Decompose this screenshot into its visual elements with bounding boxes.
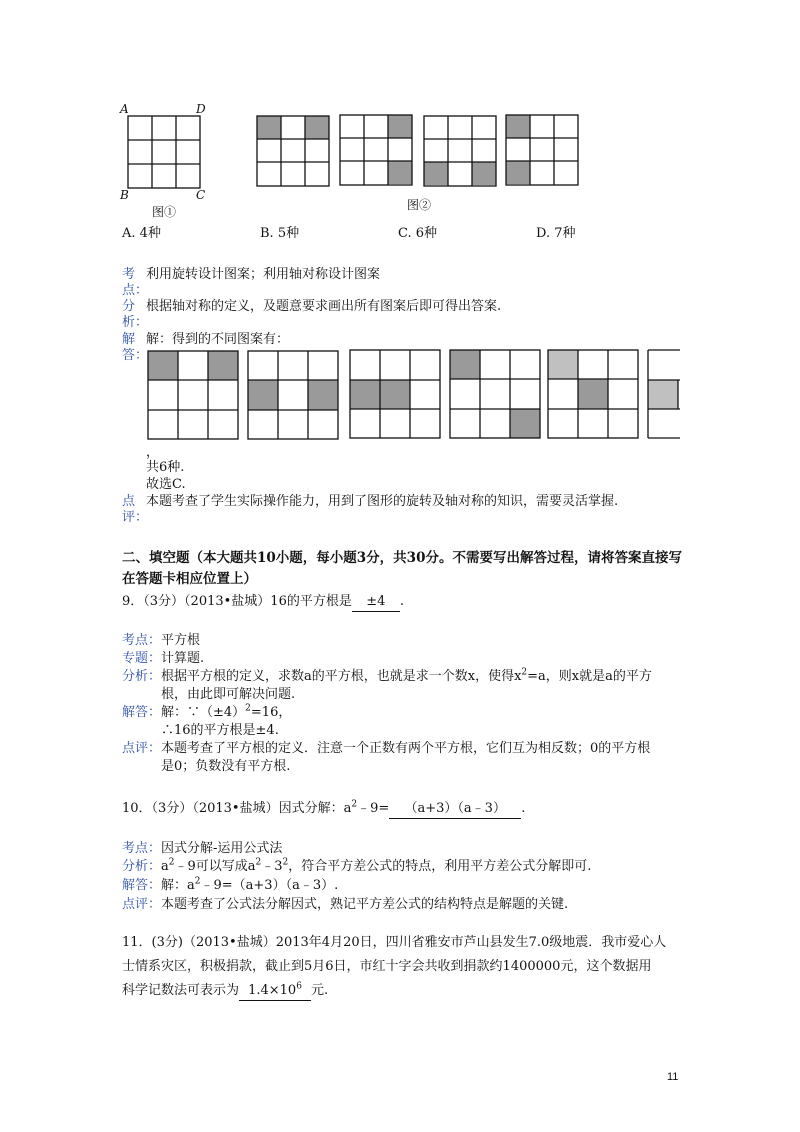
option-a: A. 4种 xyxy=(122,226,161,241)
q8-kaodian-label-2: 点： xyxy=(122,283,149,298)
figure-2-caption: 图② xyxy=(407,198,432,212)
figure-1-caption: 图① xyxy=(152,205,177,219)
option-b: B. 5种 xyxy=(260,226,300,241)
figure-2-pattern-1 xyxy=(257,116,329,186)
figure-2-pattern-4 xyxy=(506,115,578,185)
corner-label-b: B xyxy=(120,188,129,202)
q9-jieda-line-2: ∴16的平方根是±4. xyxy=(161,723,279,738)
q9-fenxi-line-1: 根据平方根的定义，求数a的平方根，也就是求一个数x，使得$x^2=a$，则x就是a的平方 xyxy=(161,667,652,684)
answer-pattern-6-partial xyxy=(648,350,680,438)
q10-kaodian-text: 因式分解-运用公式法 xyxy=(161,841,283,856)
q8-kaodian-label-1: 考 xyxy=(122,267,136,282)
q10-dianping-label: 点评： xyxy=(122,897,162,912)
q8-fenxi-label-2: 析： xyxy=(122,315,149,330)
q9-jieda-line-1: 解：$\because(\pm 4)^2=16$， xyxy=(161,703,292,720)
q9-jieda-label: 解答： xyxy=(122,705,162,720)
figure-2-pattern-3 xyxy=(424,116,496,186)
q9-dianping-line-2: 是0；负数没有平方根. xyxy=(161,759,291,774)
figure-2-pattern-2 xyxy=(340,115,412,185)
q8-dianping-label-2: 评： xyxy=(122,510,149,525)
q11-line-3: 科学记数法可表示为 $1.4\times 10^6$ 元. xyxy=(122,982,328,1001)
q8-fenxi-label-1: 分 xyxy=(122,299,136,314)
answer-pattern-2 xyxy=(248,351,338,439)
q9-dianping-line-1: 本题考查了平方根的定义．注意一个正数有两个平方根，它们互为相反数；0的平方根 xyxy=(161,741,651,756)
q9-zhuanti-text: 计算题. xyxy=(161,651,205,666)
q10-fenxi-label: 分析： xyxy=(122,859,162,874)
answer-pattern-1 xyxy=(148,351,238,439)
q10-dianping-text: 本题考查了公式法分解因式，熟记平方差公式的结构特点是解题的关键. xyxy=(161,897,569,912)
answer-pattern-3 xyxy=(350,350,440,438)
q8-dianping-label-1: 点 xyxy=(122,494,136,509)
page-number: 11 xyxy=(667,1071,679,1083)
q8-dianping-text: 本题考查了学生实际操作能力，用到了图形的旋转及轴对称的知识，需要灵活掌握. xyxy=(146,494,619,509)
q9-fenxi-line-2: 根，由此即可解决问题. xyxy=(161,687,296,702)
corner-label-d: D xyxy=(196,102,206,116)
q9-stem: 9．（3分）（2013•盐城）16的平方根是 ±4 . xyxy=(122,593,404,612)
q11-line-1: 11．(3分)（2013•盐城）2013年4月20日，四川省雅安市芦山县发生7.0级地震．我市爱心人 xyxy=(122,935,667,950)
corner-label-a: A xyxy=(120,102,129,116)
q10-kaodian-label: 考点： xyxy=(122,841,162,856)
q10-jieda-text: 解：$a^2﹣9=(a+3)(a﹣3)$. xyxy=(161,876,339,893)
q8-kaodian-text: 利用旋转设计图案；利用轴对称设计图案 xyxy=(146,267,381,282)
q8-jieda-total: 共6种. xyxy=(146,460,185,475)
q8-jieda-label-2: 答： xyxy=(122,348,149,363)
q8-fenxi-text: 根据轴对称的定义，及题意要求画出所有图案后即可得出答案. xyxy=(146,299,502,314)
q9-fenxi-label: 分析： xyxy=(122,669,162,684)
q11-answer: $1.4\times 10^6$ xyxy=(239,982,311,1001)
section-2-heading-line-2: 在答题卡相应位置上） xyxy=(122,571,257,587)
figure-1-grid xyxy=(128,116,200,188)
q10-answer: （a+3）（a﹣3） xyxy=(389,800,521,819)
q8-jieda-choice: 故选C. xyxy=(146,477,186,492)
q9-zhuanti-label: 专题： xyxy=(122,651,162,666)
q9-answer: ±4 xyxy=(352,593,400,612)
option-c: C. 6种 xyxy=(398,226,438,241)
corner-label-c: C xyxy=(196,188,206,202)
answer-pattern-4 xyxy=(450,350,540,438)
q8-jieda-comma: ， xyxy=(146,445,160,460)
q9-kaodian-text: 平方根 xyxy=(161,633,201,648)
q9-dianping-label: 点评： xyxy=(122,741,162,756)
q9-kaodian-label: 考点： xyxy=(122,633,162,648)
option-d: D. 7种 xyxy=(536,226,576,241)
q8-jieda-line-1: 解：得到的不同图案有： xyxy=(146,332,290,347)
q10-fenxi-text: $a^2﹣9$可以写成$a^2﹣3^2$，符合平方差公式的特点，利用平方差公式分解即可. xyxy=(161,857,592,874)
q10-stem: 10．（3分）（2013•盐城）因式分解：$a^2﹣9=$ （a+3）（a﹣3） . xyxy=(122,800,525,819)
q8-jieda-label-1: 解 xyxy=(122,332,136,347)
q11-line-2: 士情系灾区，积极捐款，截止到5月6日，市红十字会共收到捐款约1400000元，这个数据用 xyxy=(122,959,652,974)
q10-jieda-label: 解答： xyxy=(122,878,162,893)
answer-pattern-5 xyxy=(548,350,638,438)
section-2-heading-line-1: 二、填空题（本大题共10小题，每小题3分，共30分。不需要写出解答过程，请将答案直接写 xyxy=(122,550,682,566)
